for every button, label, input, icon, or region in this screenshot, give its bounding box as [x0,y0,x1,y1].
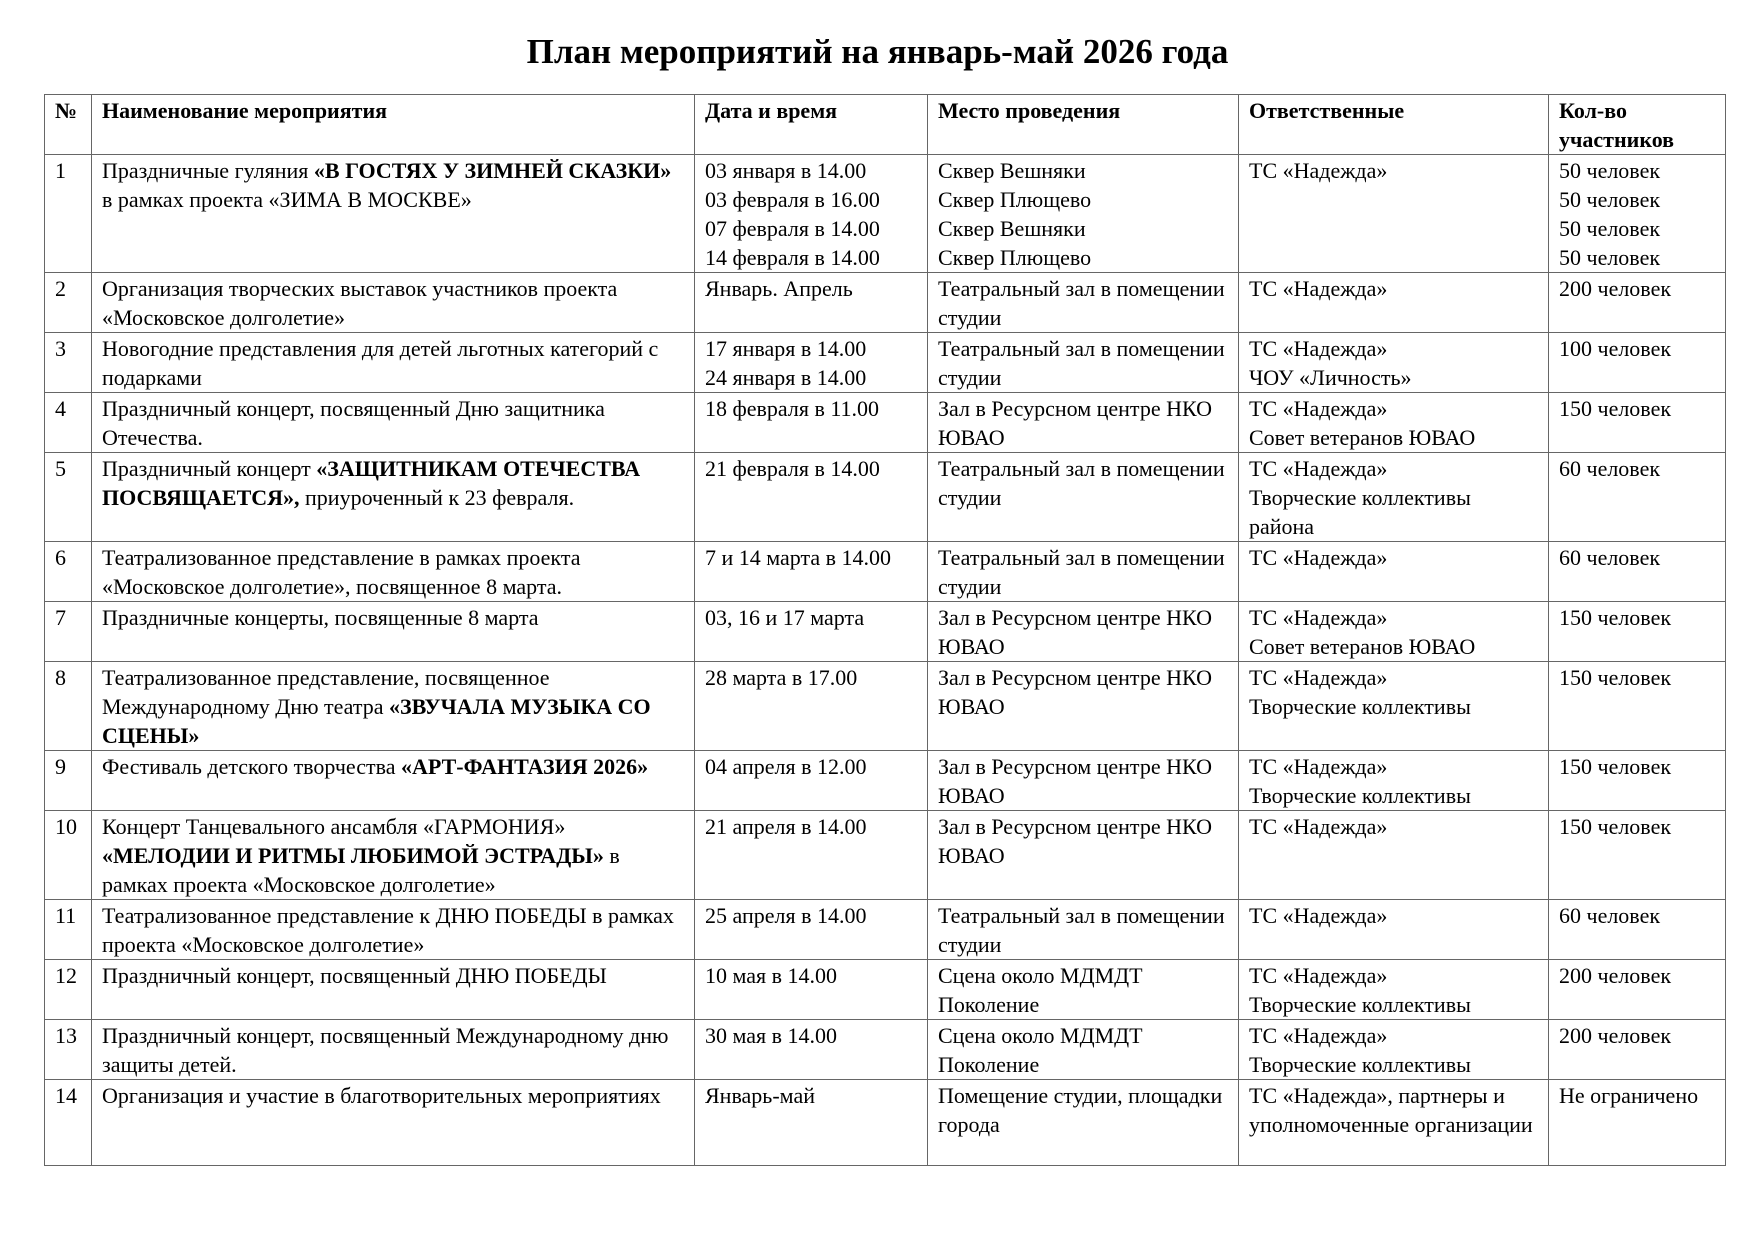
event-participants-line: 150 человек [1559,605,1672,630]
row-number: 1 [45,155,92,273]
event-place [928,273,1239,333]
event-participants [1549,811,1726,900]
table-row [45,1080,1726,1166]
event-responsible-line: ТС «Надежда», партнеры и уполномоченные организации [1249,1083,1533,1137]
event-responsible [1239,1020,1549,1080]
table-header-row [45,95,1726,155]
event-responsible-line: ТС «Надежда» [1249,605,1388,630]
event-date-line: 28 марта в 17.00 [705,665,858,690]
table-row [45,602,1726,662]
row-number: 11 [45,900,92,960]
event-name-text: Организация творческих выставок участников проекта «Московское долголетие» [102,276,618,330]
event-date-line: 21 апреля в 14.00 [705,814,867,839]
event-participants [1549,155,1726,273]
event-place-line: Театральный зал в помещении студии [938,545,1225,599]
event-name [92,453,695,542]
event-responsible-line: ТС «Надежда» [1249,336,1388,361]
event-participants-line: 50 человек [1559,216,1661,241]
event-name [92,393,695,453]
header-date: Дата и время [695,95,928,155]
event-participants [1549,662,1726,751]
document-title: План мероприятий на январь-май 2026 года [526,32,1229,71]
event-place-line: Театральный зал в помещении студии [938,903,1225,957]
event-name-text: Праздничный концерт [102,456,317,481]
event-responsible-line: ТС «Надежда» [1249,545,1388,570]
table-row [45,273,1726,333]
event-name [92,662,695,751]
event-title-bold: «ЗАЩИТНИКАМ ОТЕЧЕСТВА ПОСВЯЩАЕТСЯ», [102,456,641,510]
event-responsible-line: Творческие коллективы [1249,1052,1471,1077]
event-date [695,811,928,900]
row-number: 5 [45,453,92,542]
event-participants-line: 50 человек [1559,158,1661,183]
event-responsible [1239,602,1549,662]
event-place [928,751,1239,811]
event-name [92,811,695,900]
event-responsible-line: ТС «Надежда» [1249,276,1388,301]
event-participants [1549,900,1726,960]
event-date [695,273,928,333]
row-number: 14 [45,1080,92,1166]
table-row [45,333,1726,393]
event-participants-line: 60 человек [1559,456,1661,481]
event-participants-line: 200 человек [1559,963,1672,988]
row-number: 2 [45,273,92,333]
table-row [45,811,1726,900]
event-date-line: 03, 16 и 17 марта [705,605,865,630]
event-responsible-line: ТС «Надежда» [1249,456,1388,481]
header-place: Место проведения [928,95,1239,155]
event-participants-line: 100 человек [1559,336,1672,361]
event-name-text: в рамках проекта «ЗИМА В МОСКВЕ» [102,187,472,212]
event-name [92,155,695,273]
event-participants-line: Не ограничено [1559,1083,1699,1108]
event-participants [1549,1020,1726,1080]
event-responsible-line: ТС «Надежда» [1249,1023,1388,1048]
event-responsible-line: Творческие коллективы [1249,694,1471,719]
event-date [695,960,928,1020]
event-place [928,155,1239,273]
event-date-line: 7 и 14 марта в 14.00 [705,545,892,570]
event-place-line: Зал в Ресурсном центре НКО ЮВАО [938,605,1212,659]
event-responsible-line: ТС «Надежда» [1249,396,1388,421]
event-date-line: 18 февраля в 11.00 [705,396,880,421]
event-place-line: Театральный зал в помещении студии [938,336,1225,390]
event-responsible-line: Творческие коллективы [1249,992,1471,1017]
event-participants [1549,333,1726,393]
event-place-line: Помещение студии, площадки города [938,1083,1223,1137]
event-name-text: Новогодние представления для детей льготных категорий с подарками [102,336,659,390]
event-responsible [1239,1080,1549,1166]
event-date [695,155,928,273]
header-count: Кол-во участников [1549,95,1726,155]
event-name-text: Театрализованное представление, посвященное Международному Дню театра [102,665,550,719]
event-responsible-line: Творческие коллективы [1249,783,1471,808]
row-number: 7 [45,602,92,662]
event-date [695,751,928,811]
event-responsible-line: Творческие коллективы района [1249,485,1471,539]
event-name-text: Фестиваль детского творчества [102,754,401,779]
row-number: 9 [45,751,92,811]
event-name-text: Праздничный концерт, посвященный Международному дню защиты детей. [102,1023,669,1077]
event-name [92,1020,695,1080]
event-place-line: Сцена около МДМДТ Поколение [938,1023,1143,1077]
row-number: 4 [45,393,92,453]
table-row [45,393,1726,453]
event-date-line: 17 января в 14.00 [705,336,867,361]
event-name-text: в рамках проекта «Московское долголетие» [102,843,620,897]
row-number: 8 [45,662,92,751]
event-responsible-line: ТС «Надежда» [1249,158,1388,183]
event-name-text: Праздничные концерты, посвященные 8 марта [102,605,539,630]
event-name-text: приуроченный к 23 февраля. [299,485,575,510]
event-place-line: Театральный зал в помещении студии [938,456,1225,510]
event-responsible [1239,811,1549,900]
table-row [45,1020,1726,1080]
event-participants-line: 150 человек [1559,754,1672,779]
event-place [928,960,1239,1020]
event-participants-line: 200 человек [1559,276,1672,301]
event-date [695,602,928,662]
event-participants-line: 200 человек [1559,1023,1672,1048]
row-number: 10 [45,811,92,900]
header-number: № [45,95,92,155]
header-responsible: Ответственные [1239,95,1549,155]
event-responsible [1239,900,1549,960]
event-participants [1549,542,1726,602]
event-name-text: Праздничный концерт, посвященный Дню защитника Отечества. [102,396,605,450]
table-row [45,900,1726,960]
event-place [928,1080,1239,1166]
event-date-line: Январь-май [705,1083,815,1108]
event-responsible [1239,155,1549,273]
event-name [92,542,695,602]
event-place [928,662,1239,751]
events-table [44,94,1726,1166]
event-participants-line: 50 человек [1559,187,1661,212]
table-row [45,751,1726,811]
event-place [928,811,1239,900]
event-place-line: Зал в Ресурсном центре НКО ЮВАО [938,396,1212,450]
event-place [928,393,1239,453]
event-date [695,1020,928,1080]
event-date [695,662,928,751]
event-date-line: 04 апреля в 12.00 [705,754,867,779]
event-participants [1549,960,1726,1020]
event-place-line: Зал в Ресурсном центре НКО ЮВАО [938,814,1212,868]
event-responsible [1239,662,1549,751]
event-date [695,393,928,453]
event-name-text: Театрализованное представление в рамках проекта «Московское долголетие», посвященное 8 марта. [102,545,581,599]
event-name [92,273,695,333]
row-number: 12 [45,960,92,1020]
header-name: Наименование мероприятия [92,95,695,155]
event-responsible-line: ТС «Надежда» [1249,814,1388,839]
event-place-line: Зал в Ресурсном центре НКО ЮВАО [938,665,1212,719]
event-responsible [1239,751,1549,811]
event-name [92,1080,695,1166]
event-date-line: Январь. Апрель [705,276,853,301]
event-responsible-line: Совет ветеранов ЮВАО [1249,425,1476,450]
event-date [695,542,928,602]
event-participants-line: 50 человек [1559,245,1661,270]
event-participants-line: 150 человек [1559,396,1672,421]
event-responsible [1239,453,1549,542]
event-name [92,960,695,1020]
event-place-line: Сквер Вешняки [938,216,1086,241]
row-number: 13 [45,1020,92,1080]
event-title-bold: «АРТ-ФАНТАЗИЯ 2026» [401,754,649,779]
event-responsible-line: Совет ветеранов ЮВАО [1249,634,1476,659]
event-place [928,602,1239,662]
event-responsible [1239,542,1549,602]
event-date-line: 30 мая в 14.00 [705,1023,838,1048]
event-date-line: 03 января в 14.00 [705,158,867,183]
event-place-line: Сквер Плющево [938,187,1092,212]
event-date [695,1080,928,1166]
event-participants [1549,751,1726,811]
event-place [928,333,1239,393]
event-responsible [1239,393,1549,453]
event-participants-line: 150 человек [1559,814,1672,839]
event-participants-line: 60 человек [1559,903,1661,928]
event-participants [1549,273,1726,333]
event-date-line: 03 февраля в 16.00 [705,187,880,212]
row-number: 3 [45,333,92,393]
event-title-bold: «МЕЛОДИИ И РИТМЫ ЛЮБИМОЙ ЭСТРАДЫ» [102,843,604,868]
table-row [45,542,1726,602]
event-responsible-line: ЧОУ «Личность» [1249,365,1412,390]
event-place-line: Сквер Плющево [938,245,1092,270]
event-responsible [1239,960,1549,1020]
event-participants [1549,1080,1726,1166]
table-row [45,155,1726,273]
event-place [928,900,1239,960]
event-responsible-line: ТС «Надежда» [1249,754,1388,779]
event-title-bold: «ЗВУЧАЛА МУЗЫКА СО СЦЕНЫ» [102,694,651,748]
event-participants [1549,602,1726,662]
event-name-text: Организация и участие в благотворительных мероприятиях [102,1083,661,1108]
event-name-text: Театрализованное представление к ДНЮ ПОБЕДЫ в рамках проекта «Московское долголетие» [102,903,674,957]
event-name-text: Концерт Танцевального ансамбля «ГАРМОНИЯ» [102,814,566,839]
event-name [92,333,695,393]
event-responsible-line: ТС «Надежда» [1249,665,1388,690]
event-name-text: Праздничные гуляния [102,158,314,183]
event-place-line: Сквер Вешняки [938,158,1086,183]
event-name [92,751,695,811]
event-place [928,1020,1239,1080]
event-responsible [1239,273,1549,333]
event-place [928,453,1239,542]
event-participants-line: 60 человек [1559,545,1661,570]
event-participants [1549,393,1726,453]
event-date-line: 14 февраля в 14.00 [705,245,880,270]
event-date [695,453,928,542]
event-date-line: 10 мая в 14.00 [705,963,838,988]
table-row [45,960,1726,1020]
event-date-line: 24 января в 14.00 [705,365,867,390]
event-place-line: Сцена около МДМДТ Поколение [938,963,1143,1017]
row-number: 6 [45,542,92,602]
event-place-line: Театральный зал в помещении студии [938,276,1225,330]
event-responsible-line: ТС «Надежда» [1249,903,1388,928]
event-place [928,542,1239,602]
event-date-line: 07 февраля в 14.00 [705,216,880,241]
event-place-line: Зал в Ресурсном центре НКО ЮВАО [938,754,1212,808]
event-name [92,900,695,960]
event-title-bold: «В ГОСТЯХ У ЗИМНЕЙ СКАЗКИ» [313,158,672,183]
event-date [695,900,928,960]
table-row [45,662,1726,751]
event-participants [1549,453,1726,542]
event-participants-line: 150 человек [1559,665,1672,690]
event-responsible-line: ТС «Надежда» [1249,963,1388,988]
event-date-line: 25 апреля в 14.00 [705,903,867,928]
event-date-line: 21 февраля в 14.00 [705,456,880,481]
event-date [695,333,928,393]
table-row [45,453,1726,542]
event-name [92,602,695,662]
event-responsible [1239,333,1549,393]
event-name-text: Праздничный концерт, посвященный ДНЮ ПОБЕДЫ [102,963,607,988]
